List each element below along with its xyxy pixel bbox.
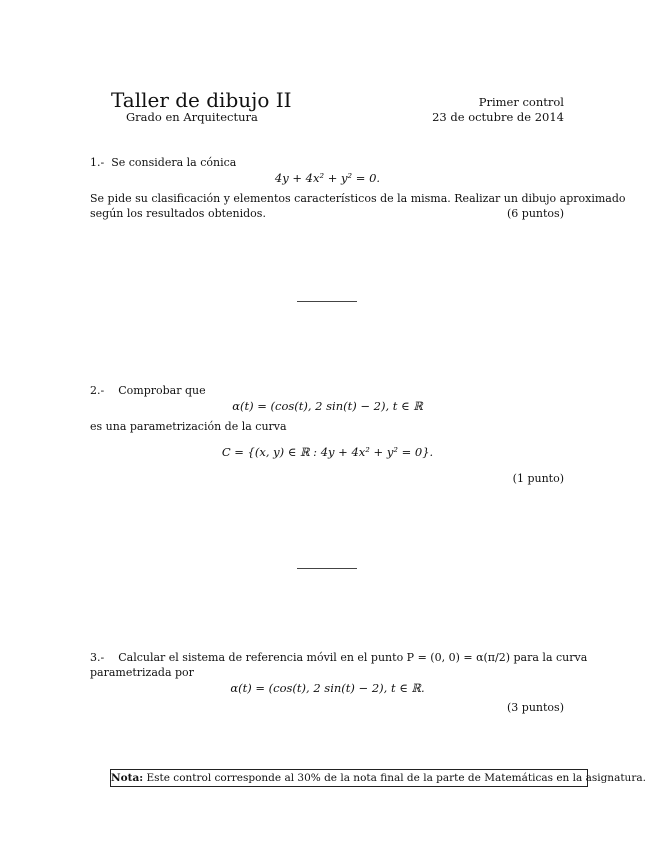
section-divider	[297, 568, 357, 569]
question-2-equation: α(t) = (cos(t), 2 sin(t) − 2), t ∈ ℝ	[232, 399, 423, 413]
document-subtitle: Grado en Arquitectura	[126, 110, 258, 124]
question-3-points: (3 puntos)	[507, 701, 564, 714]
question-2-number: 2.-	[90, 384, 105, 397]
section-divider	[297, 301, 357, 302]
document-title: Taller de dibujo II	[111, 88, 292, 112]
exam-name: Primer control	[478, 95, 564, 109]
question-1-intro: Se considera la cónica	[111, 156, 237, 169]
question-2-points: (1 punto)	[512, 472, 564, 485]
question-1-points: (6 puntos)	[507, 207, 564, 220]
question-2-curve: C = {(x, y) ∈ ℝ : 4y + 4x² + y² = 0}.	[221, 445, 434, 459]
question-2-intro: Comprobar que	[118, 384, 206, 397]
note-text: Este control corresponde al 30% de la nota final de la parte de Matemáticas en la asignatura.	[146, 772, 646, 784]
question-1-heading	[90, 156, 236, 169]
question-1-body-line2: según los resultados obtenidos.	[90, 207, 266, 220]
question-1-number: 1.-	[90, 156, 105, 169]
question-1-equation: 4y + 4x² + y² = 0.	[274, 171, 381, 185]
question-1-body-line1: Se pide su clasificación y elementos característicos de la misma. Realizar un dibujo aproximado	[90, 192, 626, 205]
question-3-heading	[90, 651, 587, 664]
exam-date: 23 de octubre de 2014	[432, 110, 564, 124]
note-label: Nota:	[111, 772, 144, 784]
question-3-line1: Calcular el sistema de referencia móvil en el punto P = (0, 0) = α(π/2) para la curva	[118, 651, 588, 664]
question-2-text: es una parametrización de la curva	[90, 420, 287, 433]
question-2-heading	[90, 384, 206, 397]
question-3-equation: α(t) = (cos(t), 2 sin(t) − 2), t ∈ ℝ.	[230, 681, 425, 695]
question-3-line2: parametrizada por	[90, 666, 194, 679]
note-box	[110, 769, 646, 787]
question-3-number: 3.-	[90, 651, 105, 664]
